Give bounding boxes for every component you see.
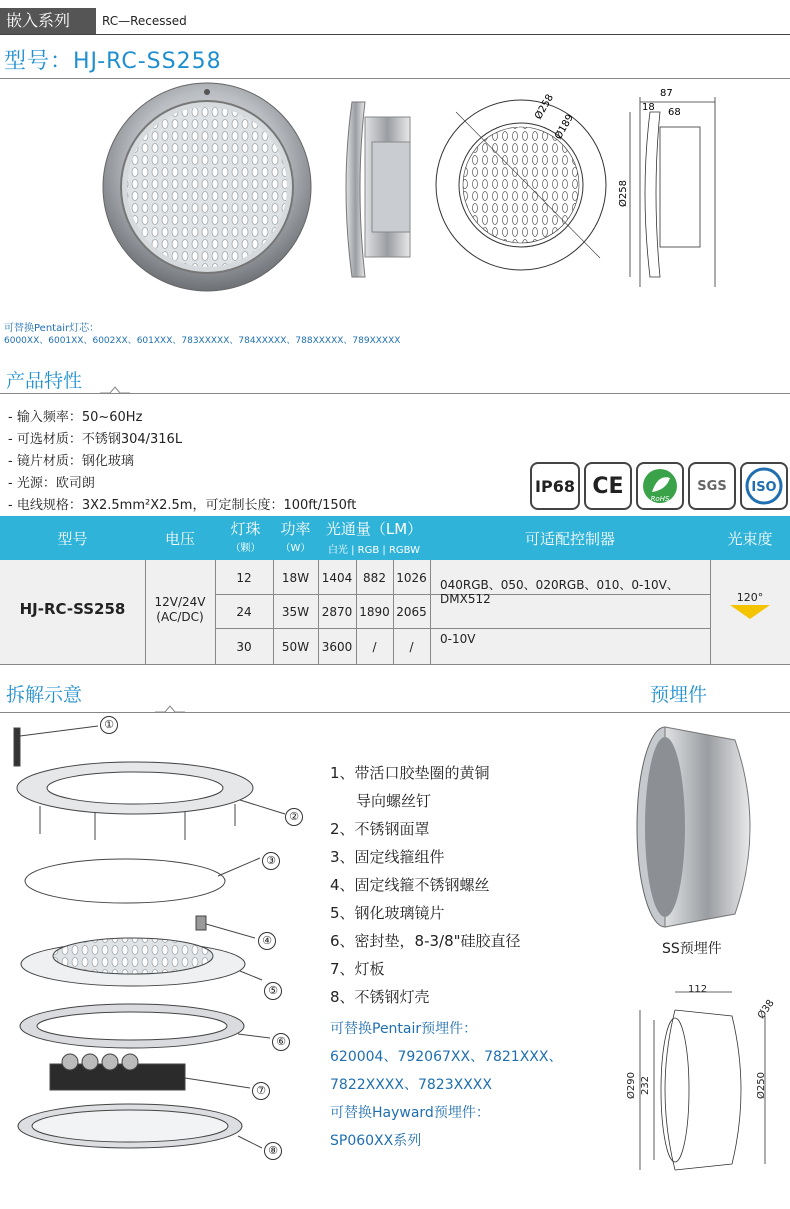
rgbw-cell: 1026	[396, 571, 427, 585]
col-header-controller: 可适配控制器	[524, 530, 615, 548]
page-title: 型号：HJ-RC-SS258	[4, 49, 222, 74]
replacement-label: 可替换Pentair灯芯：	[4, 323, 100, 334]
dim-label: 18	[642, 102, 655, 113]
feature-item: - 镜片材质：钢化玻璃	[8, 454, 134, 469]
product-images	[0, 82, 790, 312]
feature-item: - 可选材质：不锈钢304/316L	[8, 432, 183, 447]
col-header-voltage: 电压	[164, 530, 195, 548]
side-photo	[346, 102, 410, 277]
pentair-list: 620004、792067XX、7821XXX、	[330, 1049, 563, 1065]
dim-label: 232	[640, 1075, 652, 1096]
niche-photo	[615, 722, 785, 932]
part-item: 导向螺丝钉	[356, 792, 432, 810]
beads-cell: 12	[236, 571, 252, 585]
col-header-beam: 光束度	[727, 530, 773, 548]
part-item: 6、密封垫，8-3/8"硅胶直径	[330, 932, 521, 950]
beam-icon	[730, 605, 770, 621]
divider	[430, 560, 431, 664]
white-cell: 2870	[321, 605, 353, 619]
dim-label: Ø258	[618, 180, 629, 207]
side-drawing	[630, 97, 715, 287]
controller-cell: 040RGB、050、020RGB、010、0-10V、DMX512	[440, 578, 679, 606]
power-cell: 18W	[281, 571, 310, 585]
callout-number: ⑦	[252, 1082, 270, 1100]
ce-icon: CE	[584, 462, 632, 510]
rgb-cell: 1890	[359, 605, 390, 619]
voltage-cell: 12V/24V (AC/DC)	[154, 595, 206, 624]
callout-number: ②	[285, 808, 303, 826]
col-header-beads-unit: （颗）	[230, 543, 261, 554]
divider	[215, 628, 710, 629]
divider	[0, 712, 790, 713]
col-header-power: 功率	[280, 520, 311, 538]
dim-label: Ø38	[755, 997, 777, 1022]
callout-number: ⑥	[272, 1033, 290, 1051]
dim-label: Ø250	[755, 1072, 767, 1099]
feature-item: - 输入频率：50~60Hz	[8, 410, 143, 425]
dim-label: Ø189	[553, 112, 577, 142]
section-title: 产品特性	[6, 370, 83, 392]
notch-icon	[155, 705, 185, 715]
power-cell: 50W	[281, 640, 310, 654]
part-item: 7、灯板	[330, 960, 385, 978]
pentair-label: 可替换Pentair预埋件：	[330, 1021, 478, 1037]
beam-label: 120°	[736, 591, 764, 604]
col-header-beads: 灯珠	[230, 520, 261, 538]
svg-text:ISO: ISO	[751, 480, 777, 495]
rgb-cell: 882	[363, 571, 386, 585]
rgbw-cell: 2065	[396, 605, 427, 619]
dim-label: Ø258	[533, 92, 557, 122]
section-title: 拆解示意	[6, 684, 83, 706]
divider	[0, 664, 790, 665]
svg-text:RoHS: RoHS	[650, 495, 670, 503]
category-label: 嵌入系列	[0, 8, 96, 34]
model-cell: HJ-RC-SS258	[19, 600, 126, 618]
dim-label: 68	[668, 107, 681, 118]
col-header-power-unit: （W）	[280, 543, 311, 554]
part-item: 5、钢化玻璃镜片	[330, 904, 445, 922]
part-item: 3、固定线箍组件	[330, 848, 445, 866]
callout-number: ①	[100, 716, 118, 734]
part-item: 8、不锈钢灯壳	[330, 988, 430, 1006]
ip68-icon: IP68	[530, 462, 580, 510]
rgb-cell: /	[372, 640, 377, 654]
col-header-model: 型号	[57, 530, 88, 548]
dim-label: 87	[660, 88, 673, 99]
divider	[710, 560, 711, 664]
front-drawing	[436, 100, 606, 270]
white-cell: 1404	[321, 571, 353, 585]
rgbw-cell: /	[409, 640, 414, 654]
iso-icon	[740, 462, 788, 510]
callout-number: ⑤	[264, 982, 282, 1000]
part-item: 1、带活口胶垫圈的黄铜	[330, 764, 490, 782]
notch-icon	[100, 386, 130, 396]
sgs-icon: SGS	[688, 462, 736, 510]
power-cell: 35W	[281, 605, 310, 619]
dim-label: Ø290	[625, 1072, 637, 1099]
front-photo	[103, 83, 311, 291]
pentair-list: 7822XXXX、7823XXXX	[330, 1077, 492, 1093]
beads-cell: 24	[236, 605, 252, 619]
divider	[0, 34, 790, 35]
divider	[145, 560, 146, 664]
col-header-flux-sub: 白光 | RGB | RGBW	[327, 545, 421, 556]
beads-cell: 30	[236, 640, 252, 654]
controller-cell: 0-10V	[440, 632, 476, 646]
rohs-icon	[636, 462, 684, 510]
feature-item: - 电线规格：3X2.5mm²X2.5m，可定制长度：100ft/150ft	[8, 498, 357, 513]
callout-number: ③	[262, 852, 280, 870]
divider	[0, 78, 790, 79]
section-title: 预埋件	[650, 684, 708, 706]
part-item: 2、不锈钢面罩	[330, 820, 430, 838]
col-header-flux: 光通量（LM）	[325, 520, 423, 538]
part-item: 4、固定线箍不锈钢螺丝	[330, 876, 490, 894]
niche-caption: SS预埋件	[662, 941, 722, 957]
dim-label: 112	[688, 984, 708, 995]
callout-number: ④	[258, 932, 276, 950]
callout-number: ⑧	[264, 1142, 282, 1160]
replacement-list: 6000XX、6001XX、6002XX、601XXX、783XXXXX、784XXXXX、788XXXXX、789XXXXX	[4, 336, 401, 346]
white-cell: 3600	[321, 640, 353, 654]
category-en-label: RC—Recessed	[102, 14, 187, 28]
hayward-label: 可替换Hayward预埋件：	[330, 1105, 490, 1121]
feature-item: - 光源：欧司朗	[8, 476, 95, 491]
hayward-list: SP060XX系列	[330, 1133, 422, 1149]
